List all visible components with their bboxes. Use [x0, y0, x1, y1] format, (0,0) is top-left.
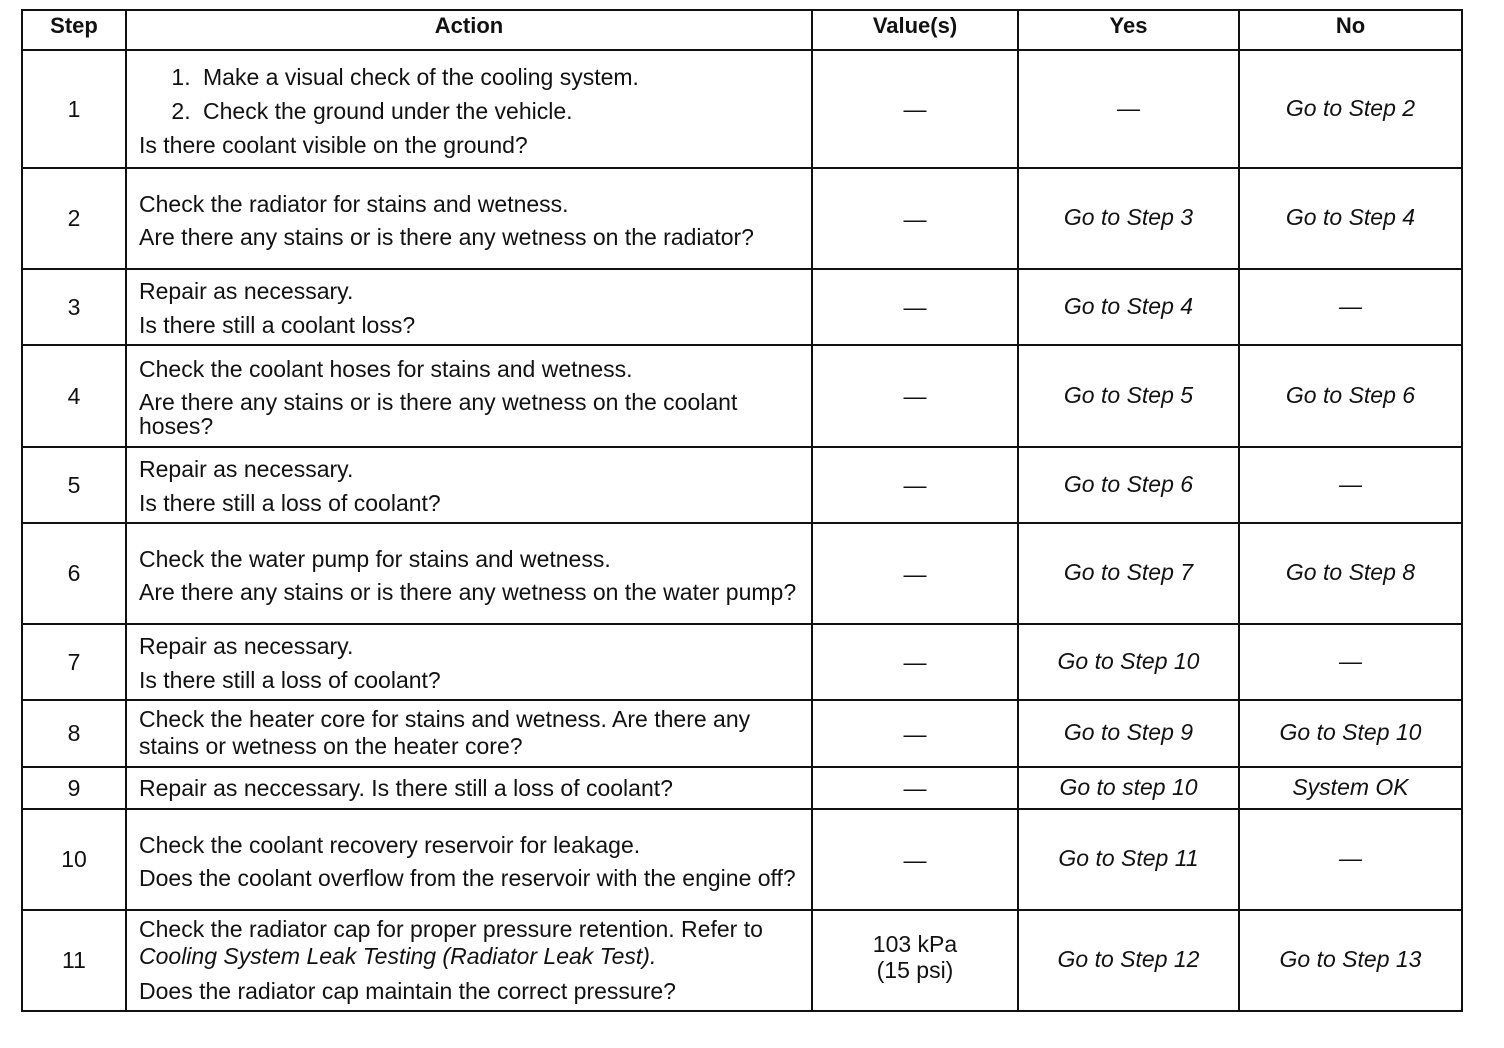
header-action: Action [126, 10, 812, 50]
header-yes: Yes [1018, 10, 1239, 50]
no-cell: — [1239, 447, 1462, 523]
action-text [139, 916, 801, 970]
step-number: 1 [22, 50, 126, 168]
action-question: Is there coolant visible on the ground? [139, 132, 528, 158]
diagnostic-table [21, 9, 1463, 1012]
action-cell [126, 345, 812, 447]
header-values: Value(s) [812, 10, 1018, 50]
action-text: Check the heater core for stains and wetness. Are there any stains or wetness on the heater core? [139, 705, 751, 759]
yes-cell: Go to Step 6 [1018, 447, 1239, 523]
action-cell [126, 523, 812, 624]
step-number: 5 [22, 447, 126, 523]
action-cell [126, 910, 812, 1011]
yes-cell: — [1018, 50, 1239, 168]
table-row [22, 269, 1462, 345]
action-cell [126, 50, 812, 168]
table-row [22, 523, 1462, 624]
pressure-value-kpa: 103 kPa [872, 931, 958, 957]
yes-cell: Go to Step 4 [1018, 269, 1239, 345]
yes-cell: Go to Step 10 [1018, 624, 1239, 700]
table-row [22, 910, 1462, 1011]
value-cell: — [812, 168, 1018, 269]
manual-reference: Cooling System Leak Testing (Radiator Leak Test). [139, 942, 657, 969]
action-cell [126, 767, 812, 809]
action-item: 2. Check the ground under the vehicle. [197, 98, 801, 124]
action-question: Are there any stains or is there any wetness on the radiator? [139, 223, 754, 250]
action-text: Check the water pump for stains and wetness. [139, 545, 611, 572]
table-row [22, 809, 1462, 910]
action-question: Are there any stains or is there any wetness on the water pump? [139, 578, 797, 605]
action-text: Repair as necessary. [139, 278, 354, 304]
yes-cell: Go to Step 12 [1018, 910, 1239, 1011]
header-no: No [1239, 10, 1462, 50]
no-cell: Go to Step 10 [1239, 700, 1462, 767]
value-cell: — [812, 809, 1018, 910]
no-cell: Go to Step 4 [1239, 168, 1462, 269]
no-cell: — [1239, 809, 1462, 910]
yes-cell: Go to Step 3 [1018, 168, 1239, 269]
value-cell: — [812, 50, 1018, 168]
pressure-value-psi: (15 psi) [876, 957, 954, 983]
table-row [22, 345, 1462, 447]
step-number: 4 [22, 345, 126, 447]
action-cell [126, 269, 812, 345]
action-question: Are there any stains or is there any wetness on the coolant hoses? [139, 389, 738, 439]
step-number: 7 [22, 624, 126, 700]
yes-cell: Go to Step 9 [1018, 700, 1239, 767]
step-number: 2 [22, 168, 126, 269]
step-number: 10 [22, 809, 126, 910]
header-row [22, 10, 1462, 50]
action-text: Check the radiator for stains and wetness. [139, 190, 569, 217]
no-cell: Go to Step 8 [1239, 523, 1462, 624]
action-text: Check the coolant recovery reservoir for leakage. [139, 831, 641, 858]
table-row [22, 767, 1462, 809]
value-cell: — [812, 269, 1018, 345]
value-cell: — [812, 345, 1018, 447]
action-question: Is there still a loss of coolant? [139, 490, 441, 516]
step-number: 9 [22, 767, 126, 809]
value-cell: — [812, 767, 1018, 809]
action-text: Repair as necessary. [139, 633, 354, 659]
action-text: Check the coolant hoses for stains and wetness. [139, 356, 633, 382]
value-cell: — [812, 700, 1018, 767]
action-cell [126, 624, 812, 700]
no-cell: Go to Step 6 [1239, 345, 1462, 447]
value-cell: — [812, 523, 1018, 624]
table-row [22, 700, 1462, 767]
yes-cell: Go to Step 7 [1018, 523, 1239, 624]
no-cell: — [1239, 269, 1462, 345]
no-cell: System OK [1239, 767, 1462, 809]
action-question: Does the radiator cap maintain the correct pressure? [139, 977, 676, 1004]
yes-cell: Go to Step 5 [1018, 345, 1239, 447]
action-text: Repair as neccessary. Is there still a loss of coolant? [139, 775, 673, 801]
step-number: 8 [22, 700, 126, 767]
action-cell [126, 447, 812, 523]
action-question: Does the coolant overflow from the reservoir with the engine off? [139, 864, 796, 891]
yes-cell: Go to Step 11 [1018, 809, 1239, 910]
step-number: 11 [22, 910, 126, 1011]
table-row [22, 168, 1462, 269]
table-row [22, 624, 1462, 700]
step-number: 6 [22, 523, 126, 624]
value-cell [812, 910, 1018, 1011]
action-text: Repair as necessary. [139, 456, 354, 482]
table-row [22, 447, 1462, 523]
step-number: 3 [22, 269, 126, 345]
value-cell: — [812, 624, 1018, 700]
header-step: Step [22, 10, 126, 50]
no-cell: — [1239, 624, 1462, 700]
value-cell: — [812, 447, 1018, 523]
no-cell: Go to Step 13 [1239, 910, 1462, 1011]
no-cell: Go to Step 2 [1239, 50, 1462, 168]
action-text-part: Check the radiator cap for proper pressure retention. Refer to [139, 915, 763, 942]
action-question: Is there still a loss of coolant? [139, 667, 441, 693]
action-cell [126, 700, 812, 767]
yes-cell: Go to step 10 [1018, 767, 1239, 809]
action-cell [126, 168, 812, 269]
action-item: 1. Make a visual check of the cooling system. [197, 64, 801, 90]
action-question: Is there still a coolant loss? [139, 312, 416, 338]
table-row [22, 50, 1462, 168]
action-cell [126, 809, 812, 910]
